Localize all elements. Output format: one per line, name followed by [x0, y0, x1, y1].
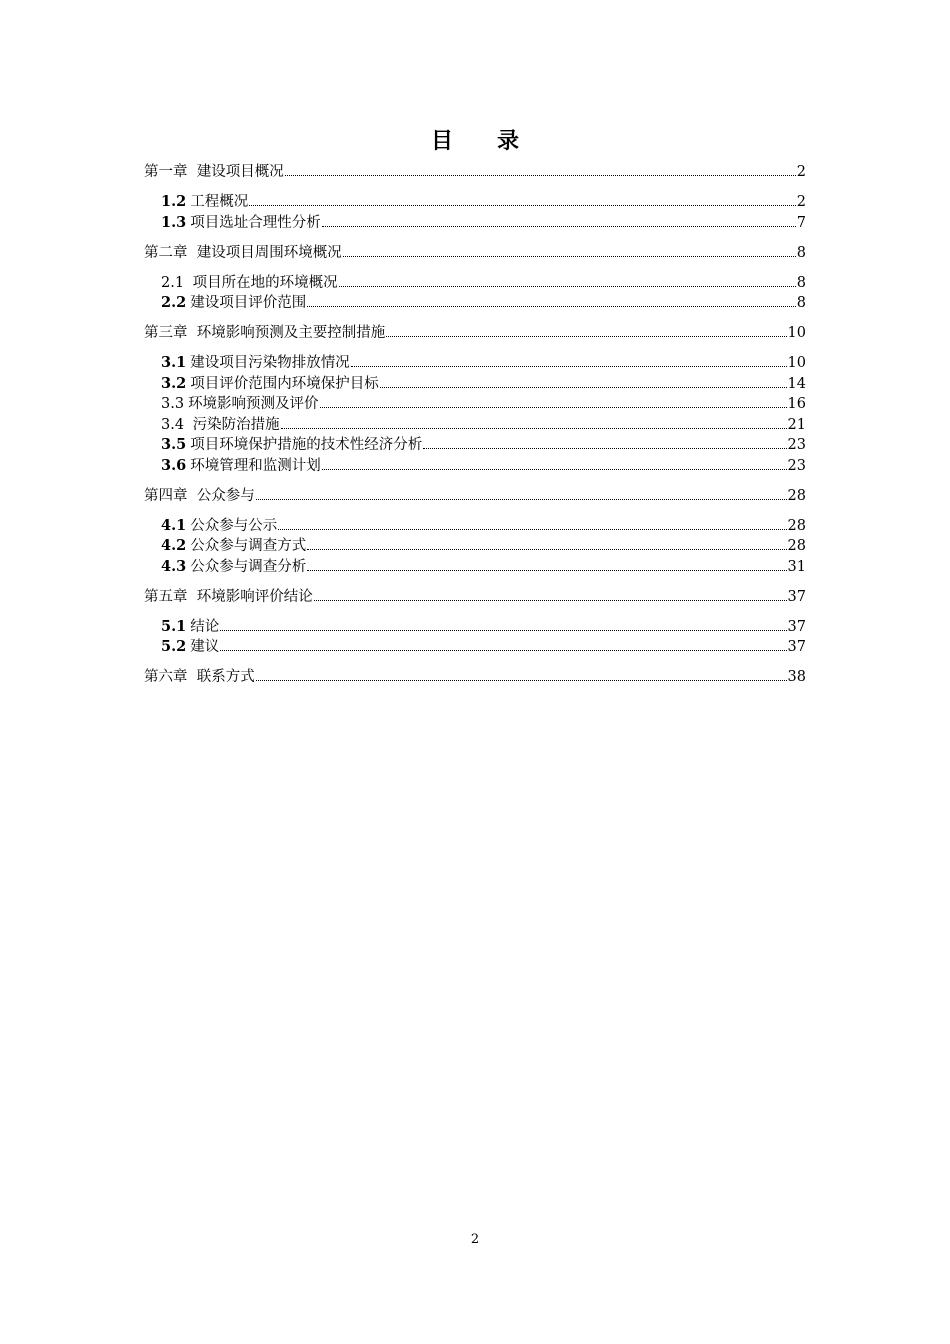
- toc-entry-label: 第二章 建设项目周围环境概况: [144, 244, 342, 261]
- toc-entry-page: 16: [787, 396, 806, 412]
- toc-chapter-entry[interactable]: [144, 243, 806, 264]
- toc-dot-leader: [220, 630, 786, 631]
- toc-entry-page: 14: [787, 375, 806, 392]
- toc-entry-number: 5.1: [161, 617, 187, 635]
- toc-dot-leader: [320, 407, 787, 408]
- toc-dot-leader: [314, 600, 787, 601]
- toc-dot-leader: [278, 529, 786, 530]
- toc-section-entry[interactable]: [144, 637, 806, 658]
- toc-entry-page: 37: [787, 588, 806, 605]
- toc-dot-leader: [256, 680, 787, 681]
- toc-section-entry[interactable]: [144, 617, 806, 638]
- toc-entry-page: 23: [787, 457, 806, 474]
- toc-entry-number: 3.4: [161, 416, 185, 433]
- toc-entry-label: 第六章 联系方式: [144, 669, 255, 685]
- toc-entry-label: 环境管理和监测计划: [190, 457, 321, 474]
- toc-section-entry[interactable]: [144, 192, 806, 213]
- toc-dot-leader: [343, 256, 796, 257]
- toc-entry-page: 8: [796, 244, 806, 261]
- toc-dot-leader: [322, 226, 796, 227]
- toc-section-entry[interactable]: [144, 353, 806, 374]
- toc-dot-leader: [380, 387, 787, 388]
- toc-section-entry[interactable]: [144, 374, 806, 395]
- toc-dot-leader: [285, 175, 796, 176]
- toc-dot-leader: [249, 205, 796, 206]
- toc-entry-page: 28: [787, 517, 806, 534]
- toc-entry-page: 28: [787, 487, 806, 504]
- toc-section-entry[interactable]: [144, 273, 806, 294]
- toc-entry-page: 10: [787, 355, 806, 371]
- toc-entry-number: 3.3: [161, 396, 185, 412]
- toc-entry-page: 7: [796, 214, 806, 231]
- toc-section-entry[interactable]: [144, 516, 806, 537]
- toc-entry-page: 2: [796, 164, 806, 180]
- toc-entry-label: 第一章 建设项目概况: [144, 164, 284, 180]
- toc-entry-number: 4.1: [161, 516, 187, 534]
- toc-chapter-entry[interactable]: [144, 667, 806, 688]
- toc-entry-label: 建议: [190, 639, 220, 655]
- toc-entry-page: 31: [787, 558, 806, 575]
- toc-section-entry[interactable]: [144, 435, 806, 456]
- toc-dot-leader: [307, 570, 786, 571]
- toc-list: [144, 162, 806, 688]
- toc-entry-number: 3.1: [161, 354, 187, 371]
- toc-entry-number: 5.2: [161, 638, 187, 655]
- toc-entry-number: 4.2: [161, 537, 187, 554]
- toc-entry-label: 建设项目污染物排放情况: [190, 355, 350, 371]
- toc-entry-page: 21: [787, 416, 806, 433]
- toc-entry-label: 工程概况: [190, 194, 249, 210]
- toc-entry-number: 1.3: [161, 213, 187, 231]
- toc-dot-leader: [220, 650, 786, 651]
- toc-title: 目 录: [430, 128, 519, 154]
- toc-chapter-entry[interactable]: [144, 162, 806, 183]
- toc-entry-number: 3.6: [161, 456, 187, 474]
- toc-section-entry[interactable]: [144, 557, 806, 578]
- toc-entry-number: 2.2: [161, 294, 187, 311]
- toc-entry-page: 28: [787, 538, 806, 554]
- toc-entry-number: 3.5: [161, 436, 187, 453]
- page-number: 2: [470, 1232, 480, 1247]
- toc-chapter-entry[interactable]: [144, 486, 806, 507]
- toc-entry-label: 第三章 环境影响预测及主要控制措施: [144, 325, 386, 341]
- toc-section-entry[interactable]: [144, 213, 806, 234]
- toc-section-entry[interactable]: [144, 536, 806, 557]
- toc-entry-label: 公众参与调查方式: [190, 538, 307, 554]
- toc-dot-leader: [423, 448, 786, 449]
- toc-entry-number: 3.2: [161, 374, 187, 392]
- toc-entry-label: 项目所在地的环境概况: [188, 274, 338, 291]
- toc-entry-label: 公众参与调查分析: [190, 558, 307, 575]
- toc-entry-label: 项目选址合理性分析: [190, 214, 321, 231]
- toc-entry-label: 第四章 公众参与: [144, 487, 255, 504]
- toc-entry-page: 10: [787, 325, 806, 341]
- toc-entry-label: 建设项目评价范围: [190, 295, 307, 311]
- toc-entry-page: 37: [787, 639, 806, 655]
- toc-section-entry[interactable]: [144, 415, 806, 436]
- toc-dot-leader: [307, 549, 786, 550]
- toc-entry-page: 38: [787, 669, 806, 685]
- toc-dot-leader: [351, 366, 787, 367]
- toc-entry-page: 37: [787, 618, 806, 635]
- toc-entry-number: 1.2: [161, 193, 187, 210]
- toc-chapter-entry[interactable]: [144, 323, 806, 344]
- toc-section-entry[interactable]: [144, 456, 806, 477]
- toc-entry-label: 结论: [190, 618, 220, 635]
- toc-entry-page: 23: [787, 437, 806, 453]
- toc-section-entry[interactable]: [144, 394, 806, 415]
- toc-entry-page: 2: [796, 194, 806, 210]
- toc-dot-leader: [322, 469, 787, 470]
- toc-dot-leader: [281, 428, 787, 429]
- toc-dot-leader: [386, 336, 786, 337]
- toc-entry-label: 项目环境保护措施的技术性经济分析: [190, 437, 423, 453]
- toc-section-entry[interactable]: [144, 293, 806, 314]
- toc-dot-leader: [339, 286, 796, 287]
- toc-entry-label: 环境影响预测及评价: [188, 396, 319, 412]
- toc-entry-number: 4.3: [161, 557, 187, 575]
- toc-entry-number: 2.1: [161, 274, 185, 291]
- toc-entry-page: 8: [796, 274, 806, 291]
- toc-dot-leader: [307, 306, 796, 307]
- toc-entry-label: 公众参与公示: [190, 517, 278, 534]
- toc-chapter-entry[interactable]: [144, 587, 806, 608]
- toc-entry-label: 污染防治措施: [188, 416, 280, 433]
- toc-entry-label: 第五章 环境影响评价结论: [144, 588, 313, 605]
- toc-entry-label: 项目评价范围内环境保护目标: [190, 375, 379, 392]
- toc-entry-page: 8: [796, 295, 806, 311]
- toc-dot-leader: [256, 499, 787, 500]
